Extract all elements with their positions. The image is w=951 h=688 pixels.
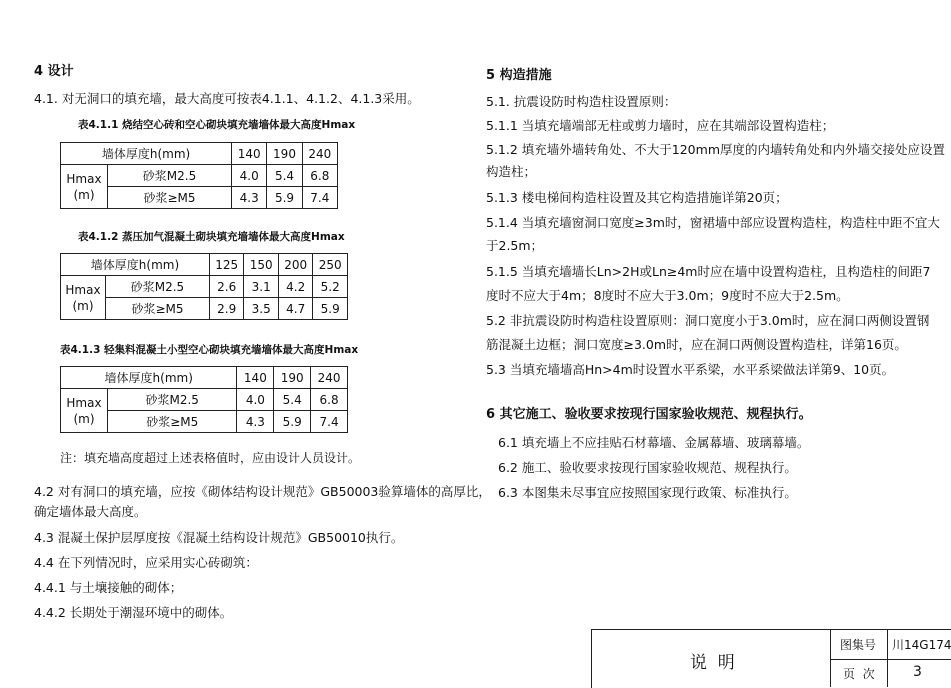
value-cell: 5.2 (313, 276, 348, 298)
value-cell: 5.9 (267, 187, 302, 209)
value-cell: 6.8 (302, 165, 337, 187)
table-caption-4-1-3: 表4.1.3 轻集料混凝土小型空心砌块填充墙墙体最大高度Hmax (60, 344, 359, 356)
table-caption-4-1-2: 表4.1.2 蒸压加气混凝土砌块填充墙墙体最大高度Hmax (78, 231, 345, 243)
value-cell: 5.9 (274, 411, 311, 433)
mortar-cell: 砂浆≥M5 (106, 298, 210, 320)
mortar-cell: 砂浆M2.5 (108, 165, 232, 187)
value-cell: 4.7 (278, 298, 313, 320)
thickness-cell: 140 (237, 367, 274, 389)
para-5-line: 5.1.3 楼电梯间构造柱设置及其它构造措施详第20页； (486, 190, 788, 205)
table-note: 注：填充墙高度超过上述表格值时，应由设计人员设计。 (60, 451, 361, 465)
value-cell: 7.4 (311, 411, 348, 433)
para-5-line: 5.3 当填充墙墙高Hn>4m时设置水平系梁，水平系梁做法详第9、10页。 (486, 362, 895, 377)
value-cell: 4.0 (232, 165, 267, 187)
thickness-cell: 190 (274, 367, 311, 389)
atlas-number: 川14G174 (892, 638, 951, 652)
table-row (61, 389, 348, 411)
title-block-divider (830, 659, 951, 660)
para-5-line: 5.1.4 当填充墙窗洞口宽度≥3m时，窗裙墙中部应设置构造柱，构造柱中距不宜大 (486, 215, 940, 230)
value-cell: 7.4 (302, 187, 337, 209)
title-block-divider (887, 629, 888, 687)
value-cell: 3.5 (244, 298, 279, 320)
value-cell: 4.3 (232, 187, 267, 209)
atlas-number-label: 图集号 (840, 638, 877, 652)
value-cell: 2.6 (209, 276, 244, 298)
page-label: 页 次 (843, 667, 875, 681)
drawing-title: 说 明 (690, 653, 735, 673)
para-5-line: 5.1.5 当填充墙墙长Ln>2H或Ln≥4m时应在墙中设置构造柱，且构造柱的间距7 (486, 264, 931, 279)
table-4-1-1 (60, 142, 338, 209)
mortar-cell: 砂浆M2.5 (106, 276, 210, 298)
para-4-3: 4.3 混凝土保护层厚度按《混凝土结构设计规范》GB50010执行。 (34, 530, 404, 545)
thickness-label: 墙体厚度h(mm) (61, 143, 232, 165)
para-4-4: 4.4 在下列情况时，应采用实心砖砌筑： (34, 555, 258, 570)
thickness-cell: 240 (302, 143, 337, 165)
value-cell: 4.0 (237, 389, 274, 411)
hmax-label: Hmax (m) (61, 389, 108, 433)
para-4-4-2: 4.4.2 长期处于潮湿环境中的砌体。 (34, 605, 233, 620)
section-5-heading: 5 构造措施 (486, 68, 552, 83)
value-cell: 2.9 (209, 298, 244, 320)
mortar-cell: 砂浆≥M5 (108, 411, 237, 433)
section-6-heading: 6 其它施工、验收要求按现行国家验收规范、规程执行。 (486, 407, 812, 422)
para-5-line: 筋混凝土边框；洞口宽度≥3.0m时，应在洞口两侧设置构造柱，详第16页。 (486, 337, 907, 352)
thickness-cell: 250 (313, 254, 348, 276)
thickness-cell: 200 (278, 254, 313, 276)
para-5-line: 5.1.1 当填充墙端部无柱或剪力墙时，应在其端部设置构造柱； (486, 118, 835, 133)
value-cell: 5.4 (274, 389, 311, 411)
value-cell: 4.3 (237, 411, 274, 433)
para-5-line: 于2.5m； (486, 238, 544, 253)
thickness-label: 墙体厚度h(mm) (61, 254, 210, 276)
table-row (61, 165, 338, 187)
table-4-1-2 (60, 253, 348, 320)
thickness-cell: 140 (232, 143, 267, 165)
table-header-row (61, 367, 348, 389)
value-cell: 6.8 (311, 389, 348, 411)
thickness-cell: 190 (267, 143, 302, 165)
para-5-line: 度时不应大于4m；8度时不应大于3.0m；9度时不应大于2.5m。 (486, 288, 849, 303)
page-number: 3 (913, 664, 922, 680)
value-cell: 5.4 (267, 165, 302, 187)
value-cell: 4.2 (278, 276, 313, 298)
thickness-cell: 150 (244, 254, 279, 276)
title-block-divider (830, 629, 831, 687)
table-4-1-3 (60, 366, 348, 433)
value-cell: 5.9 (313, 298, 348, 320)
section-4-heading: 4 设计 (34, 64, 74, 79)
para-4-2-cont: 确定墙体最大高度。 (34, 504, 147, 519)
value-cell: 3.1 (244, 276, 279, 298)
para-5-line: 5.2 非抗震设防时构造柱设置原则：洞口宽度小于3.0m时，应在洞口两侧设置钢 (486, 313, 930, 328)
hmax-label: Hmax (m) (61, 276, 106, 320)
thickness-label: 墙体厚度h(mm) (61, 367, 237, 389)
thickness-cell: 240 (311, 367, 348, 389)
hmax-label: Hmax (m) (61, 165, 108, 209)
table-caption-4-1-1: 表4.1.1 烧结空心砖和空心砌块填充墙墙体最大高度Hmax (78, 119, 356, 131)
para-4-4-1: 4.4.1 与土壤接触的砌体； (34, 580, 183, 595)
para-6-line: 6.2 施工、验收要求按现行国家验收规范、规程执行。 (498, 460, 797, 475)
thickness-cell: 125 (209, 254, 244, 276)
table-row (61, 276, 348, 298)
mortar-cell: 砂浆≥M5 (108, 187, 232, 209)
para-4-2: 4.2 对有洞口的填充墙，应按《砌体结构设计规范》GB50003验算墙体的高厚比， (34, 484, 491, 499)
table-header-row (61, 143, 338, 165)
table-header-row (61, 254, 348, 276)
para-4-1: 4.1. 对无洞口的填充墙，最大高度可按表4.1.1、4.1.2、4.1.3采用。 (34, 91, 420, 106)
para-6-line: 6.3 本图集未尽事宜应按照国家现行政策、标准执行。 (498, 485, 797, 500)
para-5-line: 构造柱； (486, 164, 537, 179)
para-5-line: 5.1.2 填充墙外墙转角处、不大于120mm厚度的内墙转角处和内外墙交接处应设置 (486, 142, 945, 157)
para-5-line: 5.1. 抗震设防时构造柱设置原则： (486, 94, 677, 109)
para-6-line: 6.1 填充墙上不应挂贴石材幕墙、金属幕墙、玻璃幕墙。 (498, 435, 810, 450)
mortar-cell: 砂浆M2.5 (108, 389, 237, 411)
